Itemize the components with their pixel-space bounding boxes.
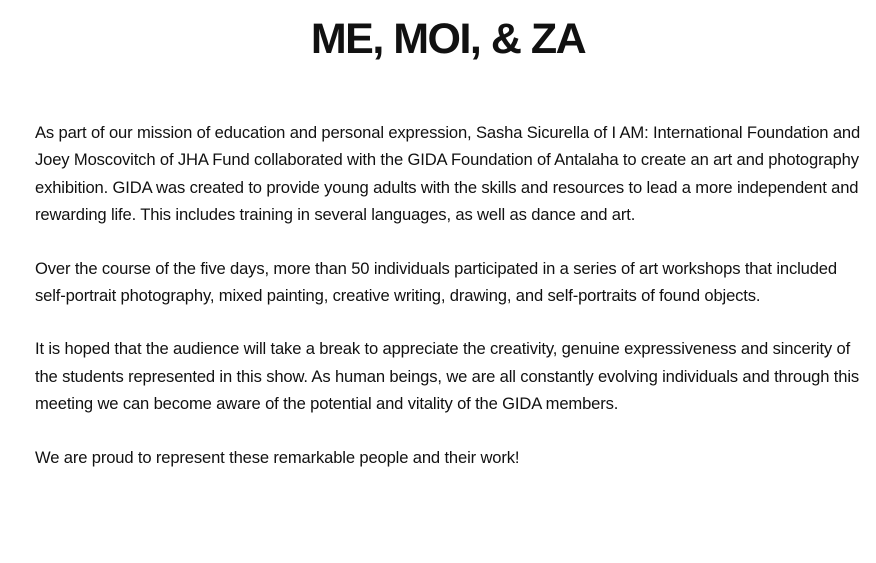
paragraph-closing: We are proud to represent these remarkable people and their work!	[35, 447, 520, 467]
document-title: ME, MOI, & ZA	[310, 15, 586, 63]
paragraph-workshops: Over the course of the five days, more than 50 individuals participated in a series of art workshops that included self-portrait photography, mixed painting, creative writing, drawing, and self-portraits of found objects.	[35, 258, 837, 306]
paragraph-intro: As part of our mission of education and personal expression, Sasha Sicurella of I AM: International Foundation and Joey Moscovitch of JHA Fund collaborated with the GIDA Foundation of Antalaha to create an art and photography exhibition. GIDA was created to provide young adults with the skills and resources to lead a more independent and rewarding life. This includes training in several languages, as well as dance and art.	[35, 123, 861, 225]
document-body	[35, 119, 871, 471]
paragraph-audience: It is hoped that the audience will take a break to appreciate the creativity, genuine expressiveness and sincerity of the students represented in this show. As human beings, we are all constantly evolving individuals and through this meeting we can become aware of the potential and vitality of the GIDA members.	[35, 339, 860, 414]
